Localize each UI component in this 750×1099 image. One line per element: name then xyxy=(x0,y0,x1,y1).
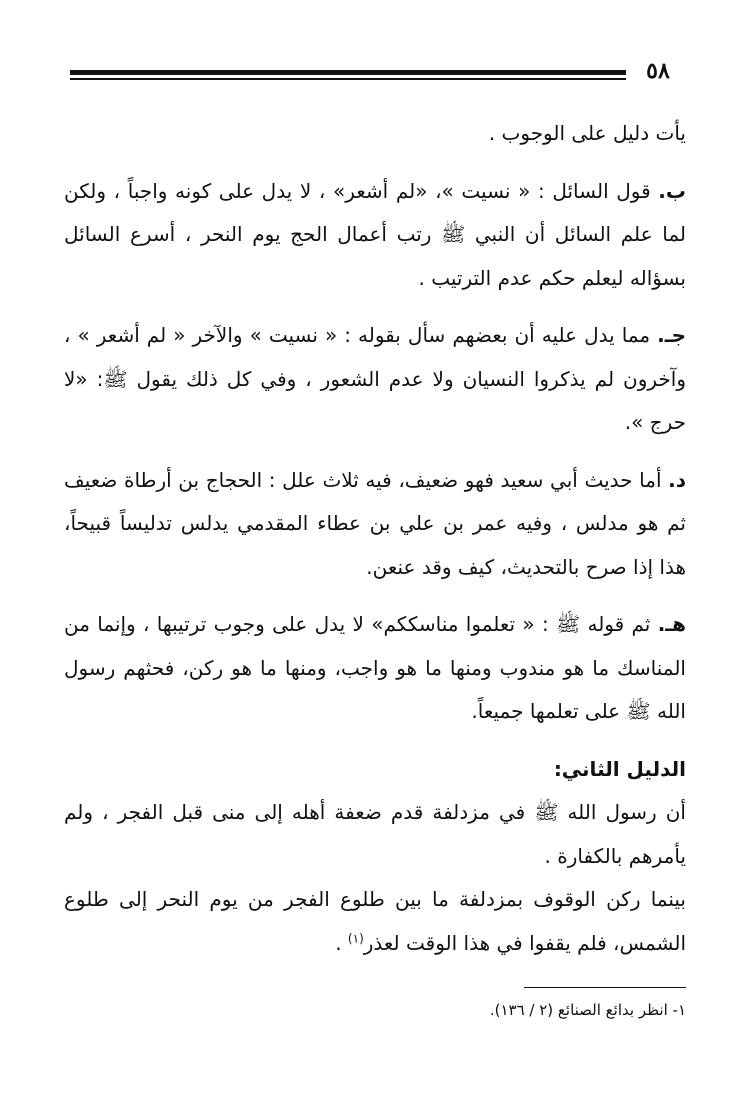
paragraph-text: أما حديث أبي سعيد فهو ضعيف، فيه ثلاث علل : الحجاج بن أرطاة ضعيف ثم هو مدلس ، وفيه عمر بن علي بن عطاء المقدمي يدلس تدليساً قبيحاً، هذا إذا صرح بالتحديث، كيف وقد عنعن. xyxy=(64,467,686,579)
section-heading: الدليل الثاني: xyxy=(553,756,686,781)
paragraph-intro xyxy=(64,112,686,156)
paragraph-text: بينما ركن الوقوف بمزدلفة ما بين طلوع الفجر من يوم النحر إلى طلوع الشمس، فلم يقفوا في هذا الوقت لعذر xyxy=(64,887,686,955)
paragraph-text: ثم قوله ﷺ : « تعلموا مناسككم» لا يدل على وجوب ترتيبها ، وإنما من المناسك ما هو مندوب ومنها ما هو واجب، ومنها ما هو ركن، فحثهم رسول الله ﷺ على تعلمها جميعاً. xyxy=(64,612,686,723)
header-rule-thin xyxy=(70,78,626,80)
footnote-divider xyxy=(524,987,686,988)
paragraph-end: . xyxy=(335,930,348,955)
paragraph-b xyxy=(64,170,686,301)
section-paragraph-2 xyxy=(64,878,686,965)
footnote-reference: (١) xyxy=(347,930,364,945)
paragraph-marker: جـ. xyxy=(657,323,687,347)
page-number: ٥٨ xyxy=(646,58,670,84)
page-body xyxy=(64,112,686,965)
footnote: ١- انظر بدائع الصنائع (٢ / ١٣٦). xyxy=(489,1001,686,1019)
paragraph-text: قول السائل : « نسيت »، «لم أشعر» ، لا يدل على كونه واجباً ، ولكن لما علم السائل أن النبي ﷺ رتب أعمال الحج يوم النحر ، أسرع السائل بسؤاله ليعلم حكم عدم الترتيب . xyxy=(64,178,686,290)
page-header xyxy=(70,58,684,86)
paragraph-marker: هـ. xyxy=(657,612,686,636)
paragraph-marker: ب. xyxy=(658,178,686,203)
paragraph-marker: د. xyxy=(668,467,687,492)
paragraph-text: مما يدل عليه أن بعضهم سأل بقوله : « نسيت » والآخر « لم أشعر » ، وآخرون لم يذكروا النسيان ولا عدم الشعور ، وفي كل ذلك يقول ﷺ: «لا حرج ». xyxy=(64,323,686,434)
header-rule-thick xyxy=(70,70,626,75)
paragraph-d xyxy=(64,459,686,590)
paragraph-h xyxy=(64,603,686,734)
section-paragraph-1: أن رسول الله ﷺ في مزدلفة قدم ضعفة أهله إلى منى قبل الفجر ، ولم يأمرهم بالكفارة . xyxy=(64,800,686,868)
paragraph-text: يأت دليل على الوجوب . xyxy=(488,121,686,145)
paragraph-j xyxy=(64,314,686,445)
